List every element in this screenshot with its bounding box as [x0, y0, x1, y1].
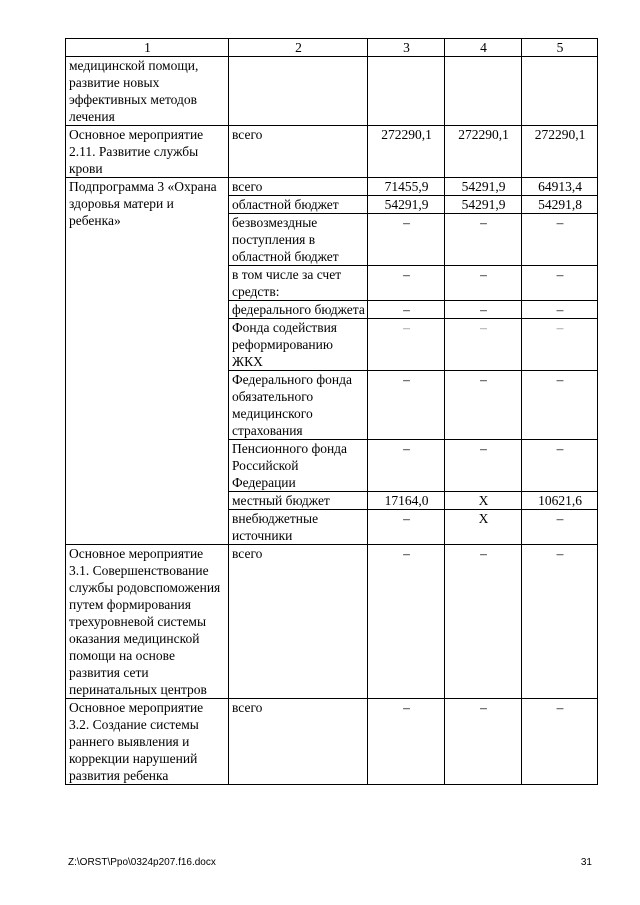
- header-col-4: 4: [445, 39, 522, 57]
- value-col-5: –: [522, 440, 598, 492]
- header-col-5: 5: [522, 39, 598, 57]
- funding-source: всего: [229, 699, 368, 785]
- value-col-3: –: [368, 699, 445, 785]
- funding-source: безвозмездные поступления в областной бюджет: [229, 214, 368, 266]
- value-col-3: –: [368, 301, 445, 319]
- value-col-4: –: [445, 545, 522, 699]
- funding-source: всего: [229, 126, 368, 178]
- value-col-5: –: [522, 699, 598, 785]
- value-col-3: –: [368, 319, 445, 371]
- value-col-3: –: [368, 266, 445, 301]
- table-row: [66, 57, 598, 126]
- funding-source: местный бюджет: [229, 492, 368, 510]
- value-col-4: –: [445, 440, 522, 492]
- measure-name: Основное мероприятие 3.2. Создание системы раннего выявления и коррекции нарушений развития ребенка: [66, 699, 229, 785]
- value-col-4: Х: [445, 492, 522, 510]
- value-col-3: 71455,9: [368, 178, 445, 196]
- value-col-3: –: [368, 371, 445, 440]
- header-col-1: 1: [66, 39, 229, 57]
- table-row: [66, 126, 598, 178]
- value-col-4: –: [445, 266, 522, 301]
- subprogram-name: Подпрограмма 3 «Охрана здоровья матери и ребенка»: [66, 178, 229, 545]
- header-col-3: 3: [368, 39, 445, 57]
- value-col-4: Х: [445, 510, 522, 545]
- value-col-3: –: [368, 440, 445, 492]
- funding-source: внебюджетные источники: [229, 510, 368, 545]
- funding-source: областной бюджет: [229, 196, 368, 214]
- funding-source: всего: [229, 178, 368, 196]
- footer-page-number: 31: [580, 857, 592, 868]
- value-col-4: –: [445, 319, 522, 371]
- header-row: [66, 39, 598, 57]
- measure-name: Основное мероприятие 2.11. Развитие службы крови: [66, 126, 229, 178]
- value-col-5: 64913,4: [522, 178, 598, 196]
- value-col-3: –: [368, 510, 445, 545]
- value-col-3: –: [368, 545, 445, 699]
- funding-source: Федерального фонда обязательного медицинского страхования: [229, 371, 368, 440]
- funding-source: всего: [229, 545, 368, 699]
- header-col-2: 2: [229, 39, 368, 57]
- value-col-4: –: [445, 699, 522, 785]
- funding-source: Фонда содействия реформированию ЖКХ: [229, 319, 368, 371]
- funding-source: Пенсионного фонда Российской Федерации: [229, 440, 368, 492]
- value-col-3: 17164,0: [368, 492, 445, 510]
- value-col-5: –: [522, 301, 598, 319]
- value-col-5: –: [522, 319, 598, 371]
- funding-source: федерального бюджета: [229, 301, 368, 319]
- value-col-5: –: [522, 510, 598, 545]
- continuation-text: медицинской помощи, развитие новых эффективных методов лечения: [66, 57, 229, 126]
- value-col-5: –: [522, 545, 598, 699]
- budget-table: [65, 38, 598, 785]
- value-col-5: 10621,6: [522, 492, 598, 510]
- value-col-4: 54291,9: [445, 196, 522, 214]
- value-col-4: 54291,9: [445, 178, 522, 196]
- value-col-5: 272290,1: [522, 126, 598, 178]
- value-col-3: –: [368, 214, 445, 266]
- value-col-4: –: [445, 301, 522, 319]
- funding-source: в том числе за счет средств:: [229, 266, 368, 301]
- value-col-5: 54291,8: [522, 196, 598, 214]
- value-col-3: 54291,9: [368, 196, 445, 214]
- table-row: [66, 699, 598, 785]
- value-col-5: –: [522, 371, 598, 440]
- measure-name: Основное мероприятие 3.1. Совершенствование службы родовспоможения путем формирования трехуровневой системы оказания медицинской помощи на основе развития сети перинатальных центров: [66, 545, 229, 699]
- value-col-3: 272290,1: [368, 126, 445, 178]
- value-col-5: –: [522, 266, 598, 301]
- table-row: [66, 545, 598, 699]
- value-col-4: 272290,1: [445, 126, 522, 178]
- table-row: [66, 178, 598, 196]
- value-col-5: –: [522, 214, 598, 266]
- value-col-4: –: [445, 371, 522, 440]
- value-col-4: –: [445, 214, 522, 266]
- footer-file-path: Z:\ORST\Ppo\0324p207.f16.docx: [68, 857, 216, 868]
